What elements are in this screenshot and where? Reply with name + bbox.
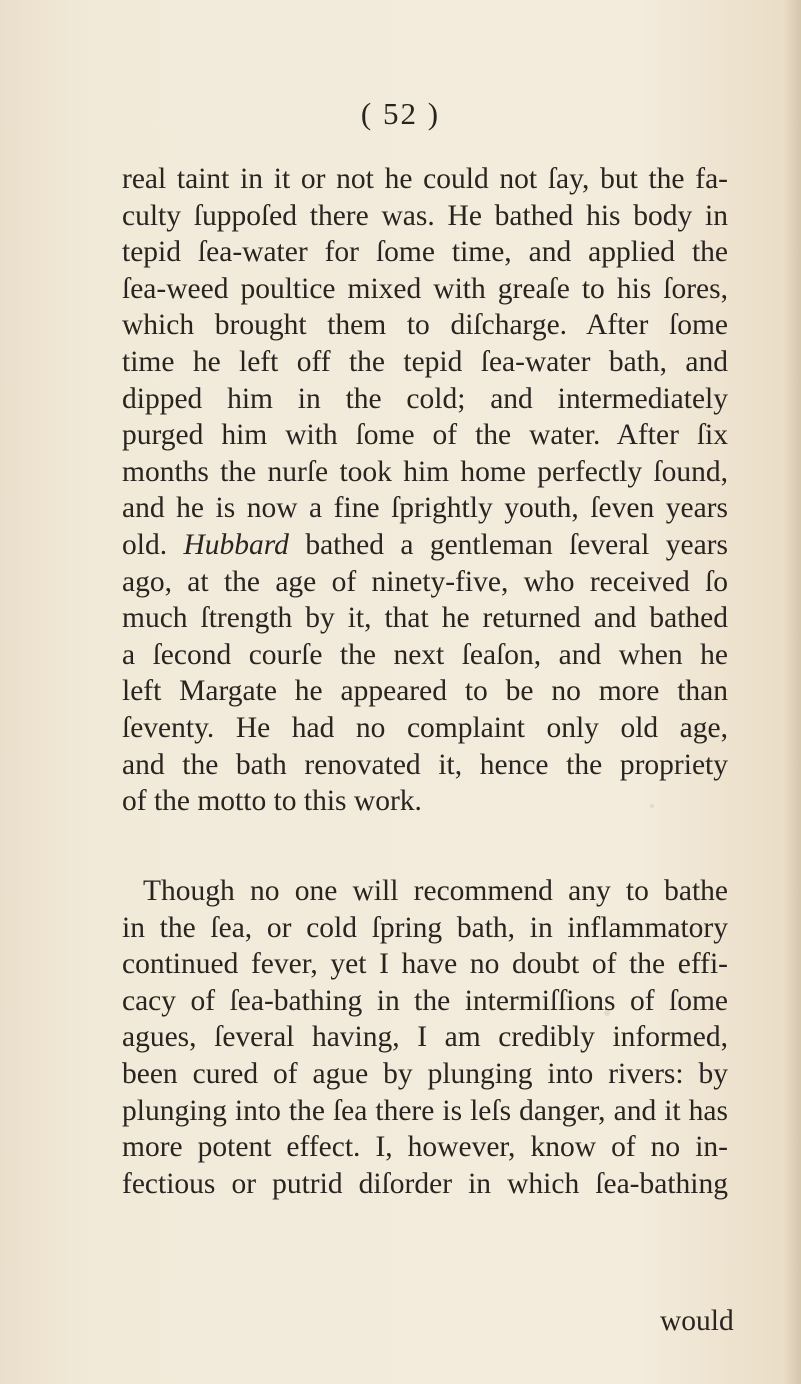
text-line: ago, at the age of ninety-five, who received ſo — [122, 565, 728, 598]
text-line: plunging into the ſea there is leſs danger, and it has — [122, 1094, 728, 1127]
text-line: purged him with ſome of the water. After ſix — [122, 419, 728, 452]
text-line: a ſecond courſe the next ſeaſon, and when he — [122, 638, 728, 671]
text-line: ſeventy. He had no complaint only old age, — [122, 711, 728, 744]
text-line: tepid ſea-water for ſome time, and applied the — [122, 236, 728, 269]
text-line: left Margate he appeared to be no more than — [122, 675, 728, 708]
paragraph-1 — [122, 161, 728, 820]
text-line: fectious or putrid diſorder in which ſea-bathing — [122, 1167, 728, 1200]
text-line: old. Hubbard bathed a gentleman ſeveral years — [122, 528, 728, 561]
text-line: much ſtrength by it, that he returned and bathed — [122, 602, 728, 635]
text-line: agues, ſeveral having, I am credibly informed, — [122, 1021, 728, 1054]
page-number: ( 52 ) — [360, 96, 441, 131]
text-line: which brought them to diſcharge. After ſome — [122, 309, 728, 342]
text-line: continued fever, yet I have no doubt of the effi- — [122, 948, 728, 981]
italic-name: Hubbard — [183, 528, 289, 561]
text-line: cacy of ſea-bathing in the intermiſſions of ſome — [122, 984, 728, 1017]
text-line: been cured of ague by plunging into rivers: by — [122, 1057, 728, 1090]
text-line: more potent effect. I, however, know of no in- — [122, 1131, 728, 1164]
text-line: ſea-weed poultice mixed with greaſe to his ſores, — [122, 272, 728, 305]
text-line: culty ſuppoſed there was. He bathed his body in — [122, 199, 728, 232]
paragraph-2 — [122, 873, 728, 1202]
text-line: and the bath renovated it, hence the propriety — [122, 748, 728, 781]
text-line: Though no one will recommend any to bathe — [143, 875, 728, 907]
text-line: dipped him in the cold; and intermediately — [122, 382, 728, 415]
text-line: and he is now a fine ſprightly youth, ſeven years — [122, 492, 728, 525]
text-line: months the nurſe took him home perfectly ſound, — [122, 455, 728, 488]
text-line: time he left off the tepid ſea-water bath, and — [122, 345, 728, 378]
text-line: in the ſea, or cold ſpring bath, in inflammatory — [122, 911, 728, 944]
text-line: of the motto to this work. — [122, 785, 422, 818]
page-edge-shadow — [783, 0, 801, 1384]
catchword: would — [660, 1305, 734, 1337]
text-line: real taint in it or not he could not ſay, but the fa- — [122, 163, 728, 195]
